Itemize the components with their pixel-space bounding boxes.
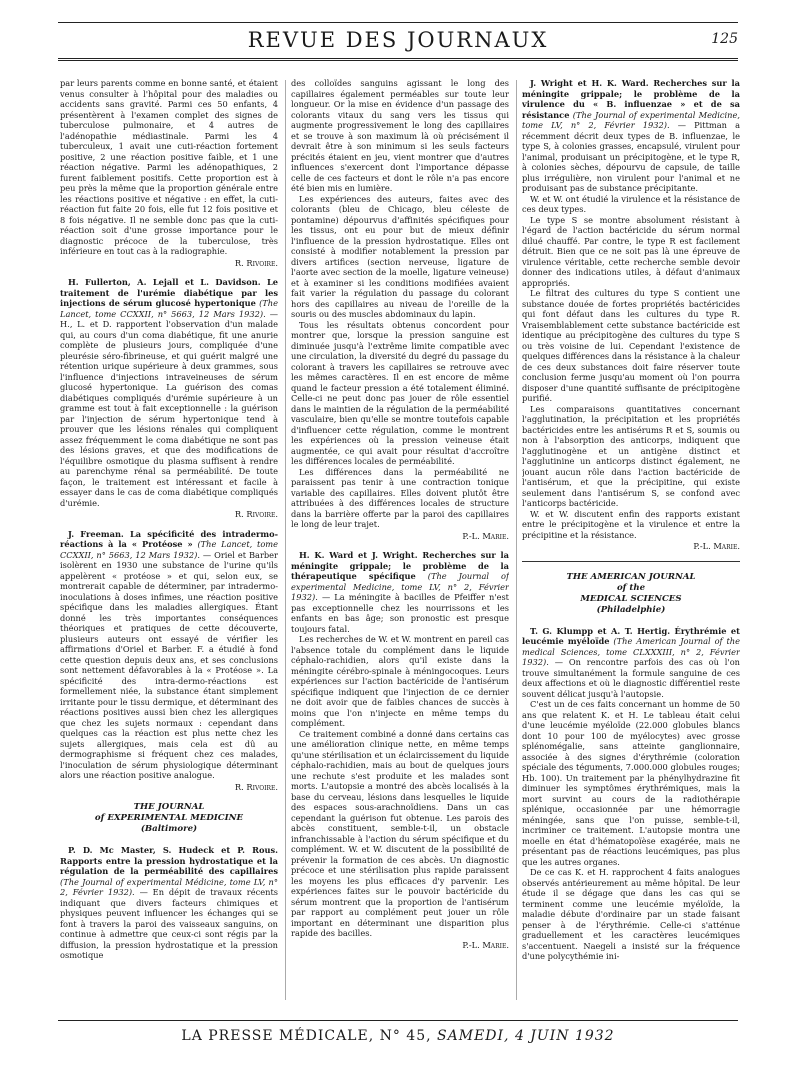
article-signature: P.-L. Marie. bbox=[693, 541, 740, 551]
article-klumpp bbox=[522, 626, 740, 962]
article-signature: R. Rivoire. bbox=[234, 257, 278, 268]
article-source: (The Journal of experimental Medicine, tome LV, n° 2, Février 1932). bbox=[291, 571, 509, 602]
article-signature: P.-L. Marie. bbox=[462, 939, 509, 950]
article-mcmaster bbox=[60, 845, 278, 961]
article-headline: H. Fullerton, A. Lejall et L. Davidson. Le traitement de l'urémie diabétique par les injections de sérum glucosé hypertonique bbox=[60, 277, 278, 308]
article-paragraph: Ce traitement combiné a donné dans certains cas une amélioration clinique nette, en même temps qu'une stérilisation et un éclaircissement du liquide céphalo-rachidien, mais au bout de quelques jours une rechute s'est produite et les malades sont morts. L'autopsie a montré des abcès localisés à la base du cerveau, lésions dans lesquelles le liquide des espaces sous-arachnoïdiens. Dans un cas cependant la guérison fut obtenue. Les parois des abcès constituent, semble-t-il, un obstacle infranchissable à l'action du sérum spécifique et du complément. W. et W. discutent de la possibilité de prévenir la formation de ces abcès. Un diagnostic précoce et une stérilisation plus rapide paraissent les moyens les plus efficaces d'y parvenir. Les expériences faites sur le pouvoir bactéricide du sérum montrent que la proportion de l'antisérum par rapport au complément peut jouer un rôle important en déterminant une disparition plus rapide des bacilles. bbox=[291, 728, 509, 938]
article-signature: P.-L. Marie. bbox=[462, 530, 509, 541]
article-paragraph: Les comparaisons quantitatives concernant l'agglutination, la précipitation et les propriétés bactéricides entre les antisérums R et S, soumis ou non à l'absorption des anticorps, indiquent que l'agglutinogène et un antigène distinct et l'agglutinine un anticorps distinct également, ne jouant aucun rôle dans l'action bactéricide de l'antisérum, et que la précipitine, qui existe seulement dans l'antisérum S, se confond avec l'anticorps bactéricide. bbox=[522, 403, 740, 508]
footer-rule bbox=[58, 1020, 738, 1021]
article-headline: T. G. Klumpp et A. T. Hertig. Érythrémie et leucémie myéloïde bbox=[522, 625, 740, 646]
article-source: (The American Journal of the medical Sciences, tome CLXXXIII, n° 2, Février 1932). bbox=[522, 636, 740, 667]
article-fullerton bbox=[60, 277, 278, 520]
article-paragraph: W. et W. ont étudié la virulence et la résistance de ces deux types. bbox=[522, 193, 740, 214]
article-mcmaster-continued bbox=[291, 78, 509, 541]
article-headline: H. K. Ward et J. Wright. Recherches sur la méningite grippale; le problème de la thérapeutique spécifique bbox=[291, 550, 509, 581]
journal-title-line: THE AMERICAN JOURNAL bbox=[566, 571, 696, 582]
article-paragraph: De ce cas K. et H. rapprochent 4 faits analogues observés antérieurement au même hôpital. De leur étude il se dégage que dans les cas qui se terminent comme une leucémie myéloïde, la maladie débute d'ordinaire par un stade faisant penser à de l'érythrémie. Celle-ci s'atténue graduellement et les caractères leucémiques s'accentuent. Naegeli a insisté sur la fréquence d'une polycythémie ini- bbox=[522, 867, 740, 961]
section-divider bbox=[522, 561, 740, 562]
page-footer bbox=[58, 1028, 738, 1044]
journal-title-line: of EXPERIMENTAL MEDICINE bbox=[94, 813, 244, 823]
masthead bbox=[58, 28, 738, 54]
journal-title-line: of the bbox=[616, 582, 646, 593]
article-source: (The Journal of experimental Médicine, tome LV, n° 2, Février 1932). bbox=[60, 876, 278, 897]
column-1 bbox=[60, 78, 278, 1008]
article-body: — H., L. et D. rapportent l'observation d'un malade qui, au cours d'un coma diabétique, fit une anurie complète de plusieurs jours, compliquée d'une pleurésie séro-fibrineuse, et qui guérit malgré une rétention urique supérieure à deux grammes, sous l'influence d'injections intraveineuses de sérum glucosé hypertonique. La guérison des comas diabétiques compliqués d'urémie supérieure à un gramme est tout à fait exceptionnelle : la guérison par l'injection de sérum hypertonique tend à prouver que les lésions rénales qui compliquent assez fréquemment le coma diabétique ne sont pas des lésions graves, et que des modifications de l'équilibre osmotique du plasma suffisent à rendre au parenchyme rénal sa perméabilité. De toute façon, le traitement est intéressant et facile à essayer dans le cas de coma diabétique compliqués d'urémie. bbox=[60, 308, 278, 508]
article-body: — Oriel et Barber isolèrent en 1930 une substance de l'urine qu'ils appelèrent « protéose » et qui, selon eux, se montrerait capable de déterminer, par intradermo-inoculations à doses infimes, une réaction positive spécifique dans les maladies allergiques. Étant donné les très importantes conséquences théoriques et pratiques de cette découverte, plusieurs auteurs ont essayé de vérifier les affirmations d'Oriel et Barber. F. a étudié à fond cette question depuis deux ans, et ses conclusions sont nettement défavorables à la « Protéose ». La spécificité des intra-dermo-réactions est formellement niée, la substance étant simplement irritante pour le tissu dermique, et déterminant des réactions positives aussi bien chez les allergiques que chez les sujets normaux : cependant dans quelques cas la réaction est plus nette chez les sujets allergiques, mais cela est dû au dermographisme si fréquent chez ces malades, l'inoculation de sérum physiologique déterminant alors une réaction positive analogue. bbox=[60, 549, 278, 780]
article-body: — Pittman a récemment décrit deux types de B. influenzae, le type S, à colonies grasses, encapsulé, virulent pour l'animal, produisant un précipitogène, et le type R, à colonies sèches, dépourvu de capsule, de taille plus irrégulière, non virulent pour l'animal et ne produisant pas de substance précipitante. bbox=[522, 120, 740, 193]
article-headline: J. Wright et H. K. Ward. Recherches sur la méningite grippale; le problème de la virulence du « B. influenzae » et de sa résistance bbox=[522, 78, 740, 120]
article-ward bbox=[291, 550, 509, 950]
article-continued bbox=[60, 78, 278, 268]
article-paragraph: C'est un de ces faits concernant un homme de 50 ans que relatent K. et H. Le tableau était celui d'une leucémie myéloïde (22.000 globules blancs dont 10 pour 100 de myélocytes) avec grosse splénomégalie, sans atteinte ganglionnaire, associée à des signes d'érythrémie (coloration spéciale des téguments, 7.000.000 globules rouges; Hb. 100). Un traitement par la phénylhydrazine fit diminuer les symptômes érythrémiques, mais la mort survint au cours de la radiothérapie splénique, occasionnée par une hémorragie méningée, sans que l'on puisse, semble-t-il, incriminer ce traitement. L'autopsie montra une moelle en état d'hématopoïèse exagérée, mais ne présentant pas de réactions leucémiques, pas plus que les autres organes. bbox=[522, 699, 740, 867]
article-body: — On rencontre parfois des cas où l'on trouve simultanément la formule sanguine de ces deux affections et où le diagnostic différentiel reste souvent délicat jusqu'à l'autopsie. bbox=[522, 657, 740, 699]
journal-heading bbox=[522, 572, 740, 616]
article-paragraph: Le type S se montre absolument résistant à l'égard de l'action bactéricide du sérum normal dilué chauffé. Par contre, le type R est facilement détruit. Bien que ce ne soit pas là une épreuve de virulence véritable, cette recherche semble devoir donner des indications utiles, à défaut d'animaux appropriés. bbox=[522, 214, 740, 288]
article-headline: P. D. Mc Master, S. Hudeck et P. Rous. Rapports entre la pression hydrostatique et la régulation de la perméabilité des capillaires bbox=[60, 845, 278, 876]
article-body: des colloïdes sanguins agissant le long des capillaires également perméables sur toute leur longueur. Or la mise en évidence d'un passage des colorants vitaux du sang vers les tissus qui augmente progressivement le long des capillaires et se trouve à son maximum là où précisément il devrait être à son minimum si les seuls facteurs précités étaient en jeu, vient montrer que d'autres influences s'exercent dont l'importance dépasse celle de ces facteurs et dont le rôle n'a pas encore été bien mis en lumière. bbox=[291, 78, 509, 193]
column-divider bbox=[516, 80, 517, 1000]
article-body: par leurs parents comme en bonne santé, et étaient venus consulter à l'hôpital pour des maladies ou accidents sans gravité. Parmi ces 50 enfants, 4 présentèrent à l'examen complet des signes de tuberculose pulmonaire, et 4 autres de l'adénopathie médiastinale. Parmi les 4 tuberculeux, 1 avait une cuti-réaction fortement positive, 2 une réaction positive faible, et 1 une réaction négative. Parmi les adénopathiques, 2 furent faiblement positifs. Cette proportion est à peu près la même que la proportion générale entre les réactions positive et négative : en effet, la cuti-réaction fut faite 20 fois, elle fut 12 fois positive et 8 fois négative. Il ne semble donc pas que la cuti-réaction soit d'une grosse importance pour le diagnostic précoce de la tuberculose, très inférieure en tout cas à la radiographie. bbox=[60, 78, 278, 256]
article-source: (The Lancet, tome CCXXII, n° 5663, 12 Mars 1932). bbox=[60, 539, 278, 560]
article-paragraph: Les différences dans la perméabilité ne paraissent pas tenir à une contraction tonique variable des capillaires. Elles doivent plutôt être attribuées à des différences locales de structure dans la barrière offerte par la paroi des capillaires le long de leur trajet. bbox=[291, 466, 509, 529]
article-freeman bbox=[60, 529, 278, 793]
journal-city: (Philadelphie) bbox=[596, 604, 666, 615]
journal-heading bbox=[60, 802, 278, 835]
top-rule bbox=[58, 22, 738, 23]
column-3 bbox=[522, 78, 740, 1008]
article-source: (The Journal of experimental Medicine, tome LV, n° 2, Février 1932). bbox=[522, 109, 740, 130]
article-headline: J. Freeman. La spécificité des intradermo-réactions à la « Protéose » bbox=[60, 528, 278, 549]
footer-date: SAMEDI, 4 JUIN 1932 bbox=[437, 1028, 615, 1044]
column-2 bbox=[291, 78, 509, 1008]
column-divider bbox=[285, 80, 286, 1000]
journal-city: (Baltimore) bbox=[140, 824, 198, 834]
article-paragraph: W. et W. discutent enfin des rapports existant entre le précipitogène et la virulence et entre la précipitine et la résistance. bbox=[522, 508, 740, 540]
page-number: 125 bbox=[711, 31, 738, 47]
article-signature: R. Rivoire. bbox=[234, 509, 278, 519]
page-title: REVUE DES JOURNAUX bbox=[247, 28, 549, 52]
journal-title-line: THE JOURNAL bbox=[133, 802, 205, 812]
article-paragraph: Les recherches de W. et W. montrent en pareil cas l'absence totale du complément dans le liquide céphalo-rachidien, alors qu'il existe dans la méningite cérébro-spinale à méningocoques. Leurs expériences sur l'action bactéricide de l'antisérum spécifique indiquent que l'injection de ce dernier ne doit avoir que de faibles chances de succès à moins que l'on n'injecte en même temps du complément. bbox=[291, 634, 509, 728]
journal-title-line: MEDICAL SCIENCES bbox=[580, 593, 682, 604]
article-paragraph: Tous les résultats obtenus concordent pour montrer que, lorsque la pression sanguine est diminuée jusqu'à l'extrême limite compatible avec une circulation, la diversité du degré du passage du colorant à travers les capillaires se retrouve avec les mêmes caractères. Il en est encore de même quand le facteur pression a été totalement éliminé. Celle-ci ne peut donc pas jouer de rôle essentiel dans le maintien de la régulation de la perméabilité vasculaire, bien qu'elle se montre toutefois capable d'influencer cette régulation, comme le montrent les expériences où la pression veineuse était augmentée, ce qui avait pour résultat d'accroître les différences locales de perméabilité. bbox=[291, 319, 509, 466]
article-signature: R. Rivoire. bbox=[234, 781, 278, 792]
article-body: — La méningite à bacilles de Pfeiffer n'est pas exceptionnelle chez les nourrissons et les enfants en bas âge; son pronostic est presque toujours fatal. bbox=[291, 592, 509, 634]
masthead-double-rule bbox=[58, 58, 738, 61]
footer-journal-name: LA PRESSE MÉDICALE, N° 45, bbox=[181, 1028, 432, 1044]
article-paragraph: Le filtrat des cultures du type S contient une substance douée de fortes propriétés bactéricides qui font défaut dans les cultures du type R. Vraisemblablement cette substance bactéricide est identique au précipitogène des cultures du type S ou très voisine de lui. Cependant l'existence de quelques différences dans la résistance à la chaleur de ces deux substances doit faire réserver toute conclusion ferme jusqu'au moment où l'on pourra disposer d'une quantité suffisante de précipitogène purifié. bbox=[522, 288, 740, 403]
article-paragraph: Les expériences des auteurs, faites avec des colorants (bleu de Chicago, bleu céleste de pontamine) dépourvus d'affinités spécifiques pour les tissus, ont eu pour but de mieux définir l'influence de la pression hydrostatique. Elles ont consisté à modifier notablement la pression par divers artifices (section nerveuse, ligature de l'aorte avec section de la moelle, ligature veineuse) et à examiner si les conditions modifiées avaient fait varier la régulation du passage du colorant hors des capillaires au niveau de l'oreille de la souris ou des muscles abdominaux du lapin. bbox=[291, 193, 509, 319]
article-body: — En dépit de travaux récents indiquant que divers facteurs chimiques et physiques peuvent influencer les échanges qui se font à travers la paroi des vaisseaux sanguins, on continue à admettre que ceux-ci sont régis par la diffusion, la pression hydrostatique et la pression osmotique bbox=[60, 887, 278, 960]
article-wright bbox=[522, 78, 740, 552]
article-source: (The Lancet, tome CCXXII, n° 5663, 12 Mars 1932). bbox=[60, 298, 278, 319]
